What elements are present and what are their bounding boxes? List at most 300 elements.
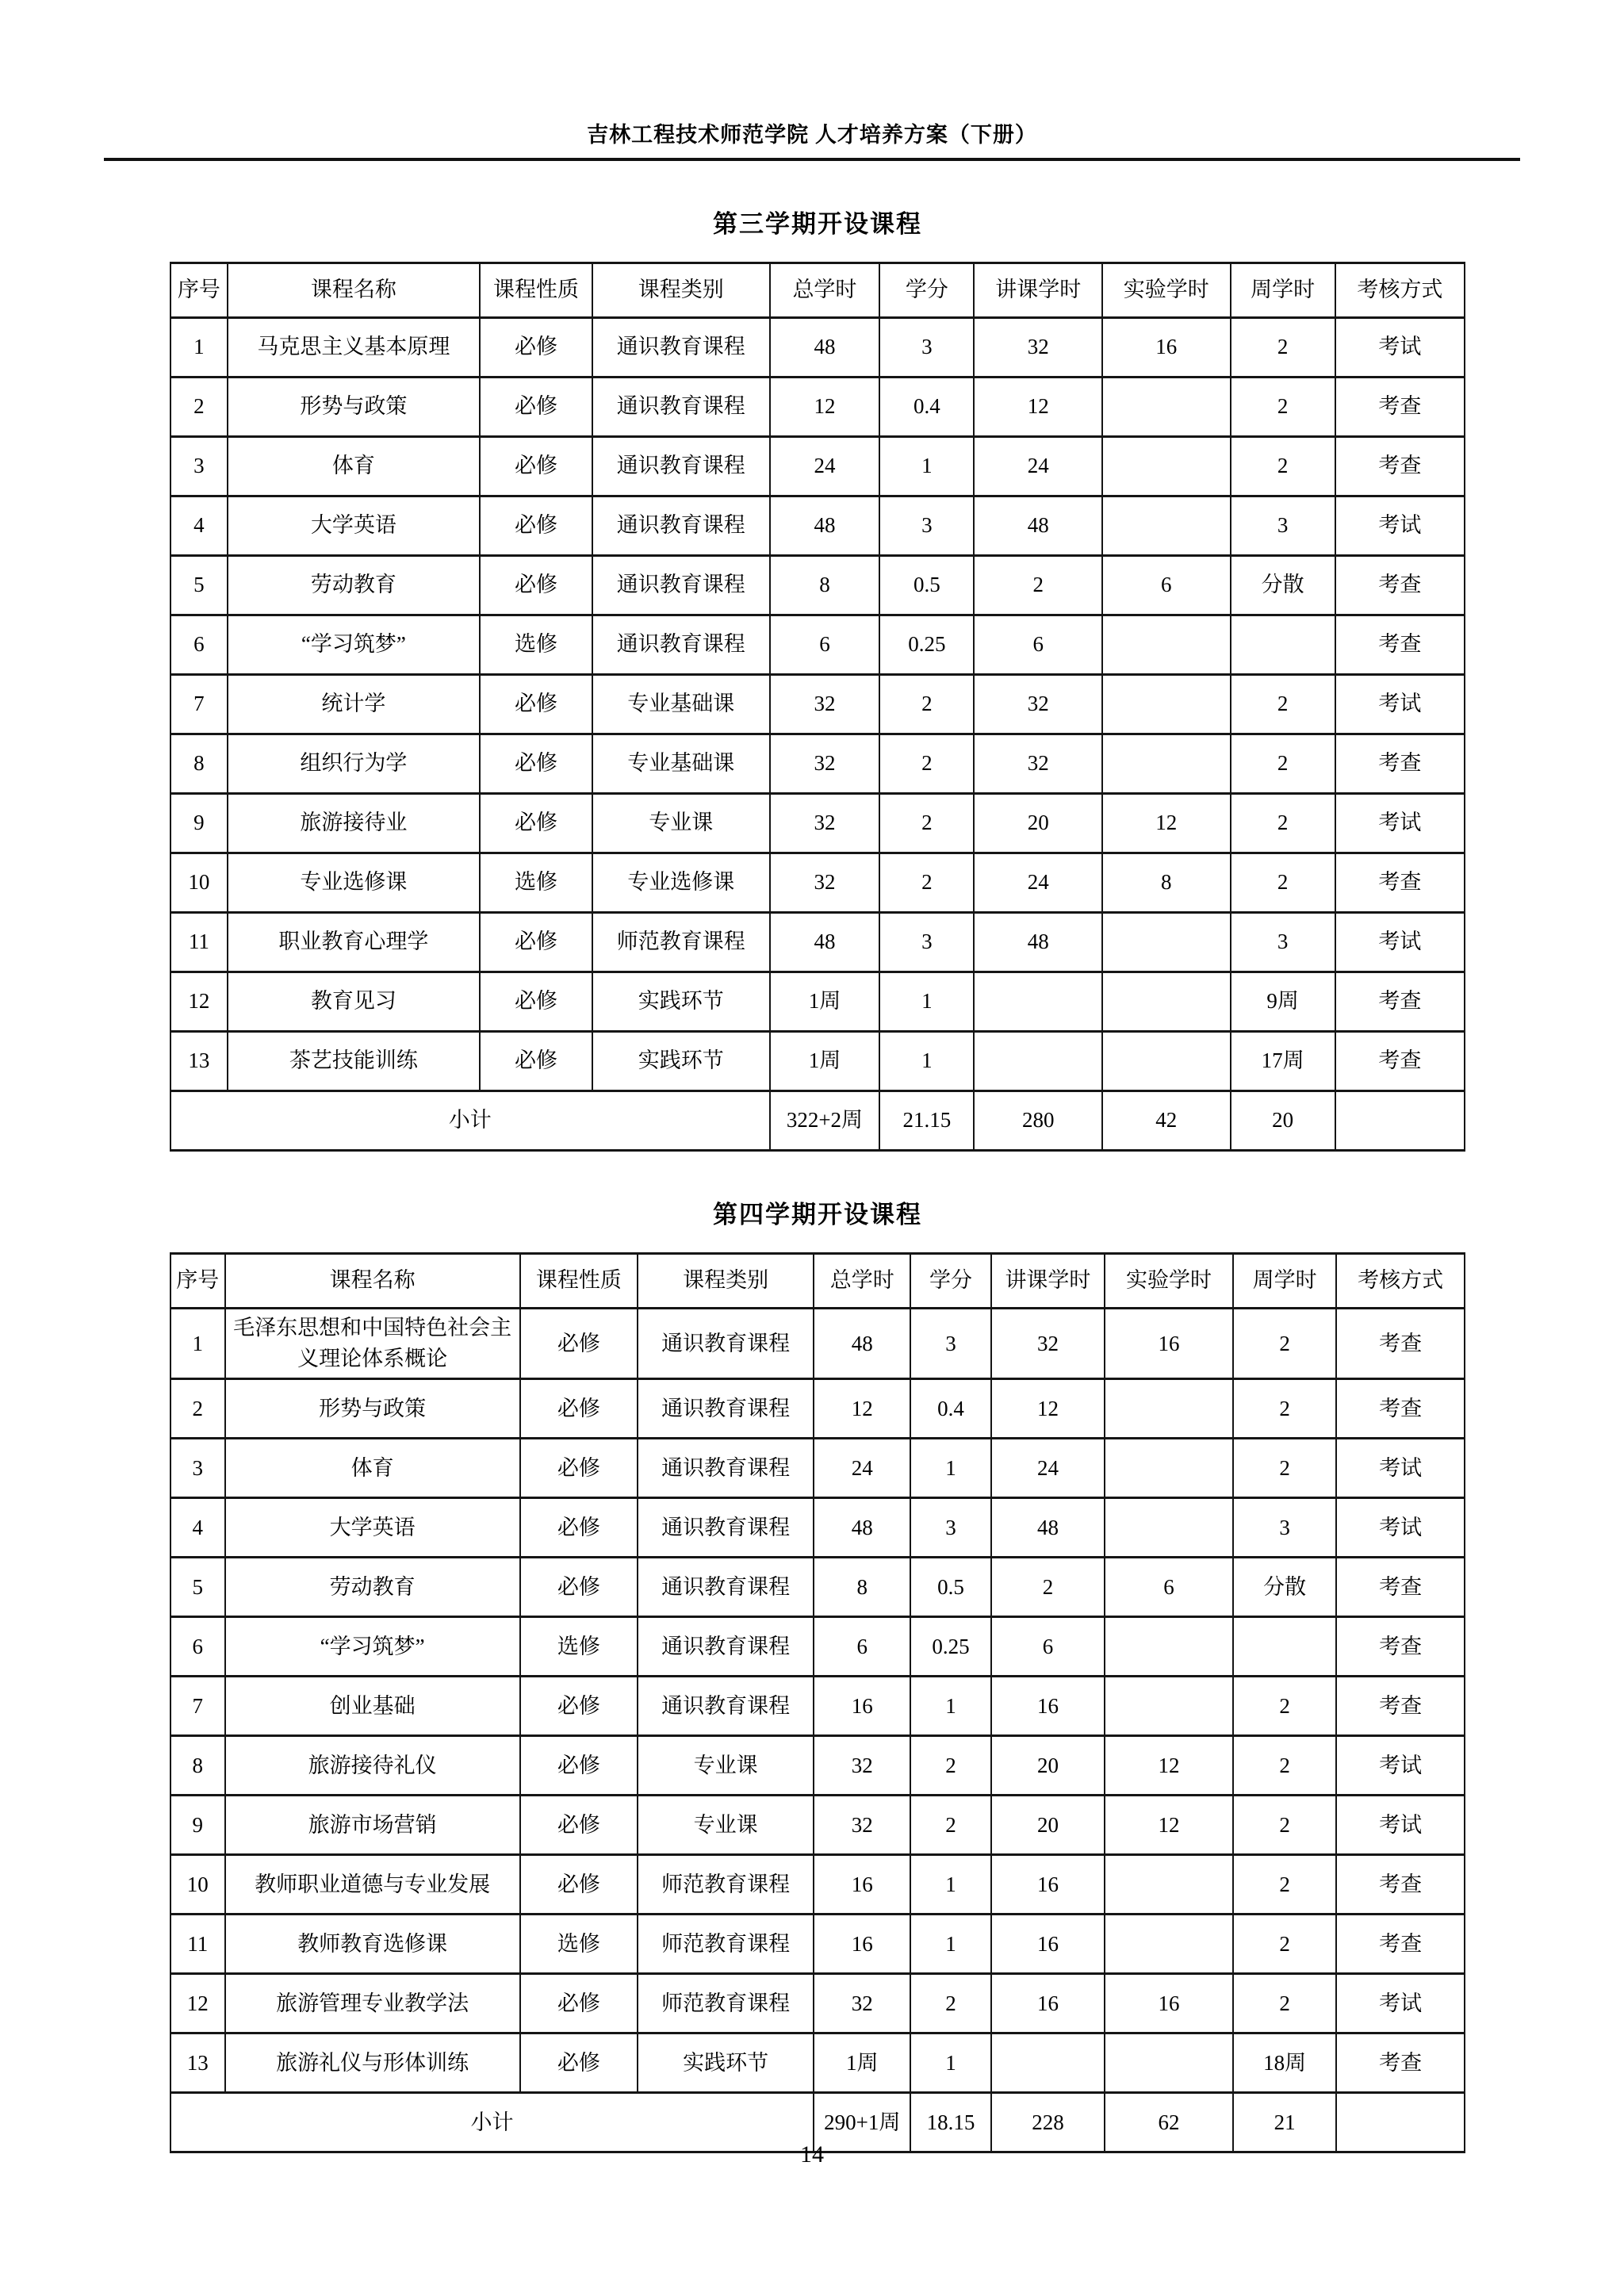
course-cell: 2 xyxy=(910,1974,990,2033)
course-cell: 3 xyxy=(1231,913,1335,972)
course-cell: 通识教育课程 xyxy=(592,437,770,496)
column-header: 讲课学时 xyxy=(974,263,1102,318)
course-cell: 4 xyxy=(170,496,228,556)
course-row xyxy=(170,2033,1465,2093)
course-cell: 32 xyxy=(814,1796,910,1855)
course-cell: 32 xyxy=(814,1974,910,2033)
course-cell: 考查 xyxy=(1335,1032,1465,1091)
course-cell: 组织行为学 xyxy=(228,734,480,794)
course-row xyxy=(170,853,1465,913)
course-cell: 1 xyxy=(910,1677,990,1736)
course-cell: 17周 xyxy=(1231,1032,1335,1091)
page-number: 14 xyxy=(800,2141,824,2168)
course-cell: 通识教育课程 xyxy=(638,1677,814,1736)
course-cell: 32 xyxy=(770,675,880,734)
course-cell: 必修 xyxy=(480,675,592,734)
subtotal-value: 21.15 xyxy=(879,1091,974,1151)
course-cell: 3 xyxy=(170,437,228,496)
subtotal-row xyxy=(170,1091,1465,1151)
course-cell: 必修 xyxy=(520,1379,638,1439)
course-cell: 茶艺技能训练 xyxy=(228,1032,480,1091)
course-cell xyxy=(1231,615,1335,675)
course-cell: 师范教育课程 xyxy=(638,1974,814,2033)
course-cell: 12 xyxy=(1105,1796,1233,1855)
course-cell: 3 xyxy=(910,1309,990,1379)
course-cell: 8 xyxy=(814,1558,910,1617)
course-cell: 12 xyxy=(814,1379,910,1439)
course-cell: 1 xyxy=(879,437,974,496)
course-row xyxy=(170,318,1465,378)
semester4-course-table xyxy=(170,1252,1465,2153)
course-cell: 旅游管理专业教学法 xyxy=(225,1974,520,2033)
course-cell: 16 xyxy=(991,1915,1105,1974)
course-cell: 实践环节 xyxy=(592,972,770,1032)
course-cell: 考查 xyxy=(1335,437,1465,496)
course-row xyxy=(170,437,1465,496)
course-cell: 必修 xyxy=(520,1855,638,1915)
course-cell: “学习筑梦” xyxy=(225,1617,520,1677)
course-cell: 2 xyxy=(1231,734,1335,794)
semester4-table-body xyxy=(170,1309,1465,2152)
course-cell: 11 xyxy=(170,1915,225,1974)
course-cell: 体育 xyxy=(228,437,480,496)
column-header: 实验学时 xyxy=(1105,1254,1233,1309)
course-cell: 3 xyxy=(879,913,974,972)
course-cell: 48 xyxy=(814,1498,910,1558)
course-cell: 1 xyxy=(910,1439,990,1498)
column-header: 序号 xyxy=(170,263,228,318)
course-row xyxy=(170,496,1465,556)
course-cell: 2 xyxy=(974,556,1102,615)
course-cell: 24 xyxy=(974,853,1102,913)
course-cell xyxy=(1233,1617,1337,1677)
course-cell: 48 xyxy=(974,913,1102,972)
course-cell: 必修 xyxy=(520,1974,638,2033)
course-cell: 通识教育课程 xyxy=(638,1498,814,1558)
course-cell: 2 xyxy=(910,1796,990,1855)
course-cell: 5 xyxy=(170,1558,225,1617)
course-cell: 16 xyxy=(1105,1309,1233,1379)
course-cell xyxy=(1105,2033,1233,2093)
course-cell: 考试 xyxy=(1335,913,1465,972)
course-cell xyxy=(1105,1855,1233,1915)
course-cell: 2 xyxy=(1231,378,1335,437)
course-cell: 通识教育课程 xyxy=(592,378,770,437)
course-cell: 必修 xyxy=(480,556,592,615)
course-cell: 5 xyxy=(170,556,228,615)
course-cell: 劳动教育 xyxy=(228,556,480,615)
course-cell: 12 xyxy=(170,972,228,1032)
subtotal-value: 280 xyxy=(974,1091,1102,1151)
course-cell: 考试 xyxy=(1336,1439,1465,1498)
course-cell: 9 xyxy=(170,1796,225,1855)
column-header: 课程性质 xyxy=(520,1254,638,1309)
course-cell: 6 xyxy=(974,615,1102,675)
course-cell: 1周 xyxy=(770,972,880,1032)
course-cell: 选修 xyxy=(480,853,592,913)
subtotal-label: 小计 xyxy=(170,1091,770,1151)
course-cell: 32 xyxy=(974,734,1102,794)
course-cell: 通识教育课程 xyxy=(592,556,770,615)
course-cell: 16 xyxy=(814,1855,910,1915)
course-cell: 1 xyxy=(170,318,228,378)
course-cell: 通识教育课程 xyxy=(638,1379,814,1439)
course-cell: 必修 xyxy=(520,1677,638,1736)
course-cell: 8 xyxy=(170,1736,225,1796)
subtotal-value xyxy=(1335,1091,1465,1151)
course-cell: 考查 xyxy=(1335,378,1465,437)
course-cell xyxy=(1105,1617,1233,1677)
course-cell: 形势与政策 xyxy=(225,1379,520,1439)
course-cell: 7 xyxy=(170,675,228,734)
course-row xyxy=(170,675,1465,734)
course-cell xyxy=(1102,378,1231,437)
course-cell: 16 xyxy=(814,1677,910,1736)
column-header: 学分 xyxy=(879,263,974,318)
header-row xyxy=(170,263,1465,318)
course-cell: 必修 xyxy=(520,1498,638,1558)
course-cell: 旅游接待业 xyxy=(228,794,480,853)
course-cell: 1 xyxy=(910,2033,990,2093)
course-row xyxy=(170,1032,1465,1091)
course-cell: 考查 xyxy=(1335,853,1465,913)
course-cell: 选修 xyxy=(480,615,592,675)
course-cell xyxy=(1102,1032,1231,1091)
course-cell: 1 xyxy=(910,1915,990,1974)
course-cell: 考试 xyxy=(1335,318,1465,378)
course-cell: 2 xyxy=(1231,437,1335,496)
course-cell: 32 xyxy=(770,734,880,794)
subtotal-label: 小计 xyxy=(170,2093,814,2152)
column-header: 周学时 xyxy=(1233,1254,1337,1309)
course-cell: 2 xyxy=(170,1379,225,1439)
course-cell: 16 xyxy=(991,1974,1105,2033)
course-cell: 考查 xyxy=(1336,1617,1465,1677)
semester4-table-title: 第四学期开设课程 xyxy=(713,1201,922,1228)
course-cell: 6 xyxy=(170,1617,225,1677)
course-cell: 16 xyxy=(1105,1974,1233,2033)
course-cell: 1周 xyxy=(814,2033,910,2093)
column-header: 课程类别 xyxy=(592,263,770,318)
course-cell: 2 xyxy=(1231,853,1335,913)
semester3-table-header xyxy=(170,263,1465,318)
course-cell: 48 xyxy=(770,913,880,972)
course-cell: 专业选修课 xyxy=(592,853,770,913)
subtotal-value: 322+2周 xyxy=(770,1091,880,1151)
course-cell: 必修 xyxy=(480,913,592,972)
course-cell: 32 xyxy=(991,1309,1105,1379)
course-row xyxy=(170,556,1465,615)
course-cell: 通识教育课程 xyxy=(638,1558,814,1617)
course-cell: 考查 xyxy=(1335,972,1465,1032)
course-cell: 考试 xyxy=(1335,496,1465,556)
course-cell: 2 xyxy=(879,734,974,794)
course-cell: 24 xyxy=(814,1439,910,1498)
course-cell: 6 xyxy=(814,1617,910,1677)
course-cell: 12 xyxy=(974,378,1102,437)
course-cell xyxy=(1105,1379,1233,1439)
column-header: 课程性质 xyxy=(480,263,592,318)
course-cell: 1 xyxy=(170,1309,225,1379)
course-cell: 48 xyxy=(814,1309,910,1379)
course-cell: 2 xyxy=(879,675,974,734)
course-cell: 必修 xyxy=(480,318,592,378)
course-cell: 0.25 xyxy=(910,1617,990,1677)
course-cell: 2 xyxy=(1233,1974,1337,2033)
course-cell: 教育见习 xyxy=(228,972,480,1032)
course-cell: 2 xyxy=(1231,794,1335,853)
course-cell: 2 xyxy=(1231,675,1335,734)
course-cell xyxy=(1105,1677,1233,1736)
course-cell: 2 xyxy=(1233,1796,1337,1855)
course-cell: 0.4 xyxy=(910,1379,990,1439)
course-cell: 统计学 xyxy=(228,675,480,734)
course-cell: 旅游市场营销 xyxy=(225,1796,520,1855)
course-cell: 12 xyxy=(991,1379,1105,1439)
course-row xyxy=(170,378,1465,437)
course-cell: 1 xyxy=(879,1032,974,1091)
course-cell: 职业教育心理学 xyxy=(228,913,480,972)
course-cell: 3 xyxy=(910,1498,990,1558)
course-cell: 必修 xyxy=(480,378,592,437)
course-cell: 专业基础课 xyxy=(592,734,770,794)
course-cell: 8 xyxy=(770,556,880,615)
course-cell: 24 xyxy=(974,437,1102,496)
course-cell: 2 xyxy=(1233,1736,1337,1796)
course-row xyxy=(170,1309,1465,1379)
course-cell: 6 xyxy=(170,615,228,675)
course-cell: 专业课 xyxy=(638,1796,814,1855)
column-header: 讲课学时 xyxy=(991,1254,1105,1309)
course-cell: 2 xyxy=(1233,1677,1337,1736)
course-cell: 考试 xyxy=(1335,675,1465,734)
course-cell: 2 xyxy=(1233,1379,1337,1439)
course-cell: 必修 xyxy=(520,1558,638,1617)
course-cell: 12 xyxy=(1105,1736,1233,1796)
column-header: 序号 xyxy=(170,1254,225,1309)
course-cell: 2 xyxy=(1231,318,1335,378)
header-row xyxy=(170,1254,1465,1309)
semester3-course-table xyxy=(170,262,1465,1152)
course-cell: 创业基础 xyxy=(225,1677,520,1736)
course-cell: 毛泽东思想和中国特色社会主义理论体系概论 xyxy=(225,1309,520,1379)
course-cell xyxy=(1102,496,1231,556)
course-cell: 必修 xyxy=(520,2033,638,2093)
course-cell: 32 xyxy=(814,1736,910,1796)
course-cell: 通识教育课程 xyxy=(592,318,770,378)
course-cell: 通识教育课程 xyxy=(592,496,770,556)
course-cell: 4 xyxy=(170,1498,225,1558)
course-cell: 大学英语 xyxy=(228,496,480,556)
course-cell: 考查 xyxy=(1336,1309,1465,1379)
course-cell: 考试 xyxy=(1336,1974,1465,2033)
course-cell xyxy=(1102,675,1231,734)
course-cell xyxy=(1102,734,1231,794)
course-cell: 考查 xyxy=(1336,1379,1465,1439)
course-cell xyxy=(1102,913,1231,972)
course-cell: 1 xyxy=(910,1855,990,1915)
course-cell: 马克思主义基本原理 xyxy=(228,318,480,378)
course-cell: 16 xyxy=(1102,318,1231,378)
course-cell: 32 xyxy=(770,853,880,913)
course-cell: 24 xyxy=(770,437,880,496)
course-cell: 12 xyxy=(770,378,880,437)
course-cell: 2 xyxy=(1233,1915,1337,1974)
course-cell: 2 xyxy=(879,853,974,913)
course-cell: 通识教育课程 xyxy=(592,615,770,675)
column-header: 实验学时 xyxy=(1102,263,1231,318)
course-cell: 考查 xyxy=(1336,1558,1465,1617)
column-header: 考核方式 xyxy=(1335,263,1465,318)
course-cell: 通识教育课程 xyxy=(638,1617,814,1677)
course-cell: 教师教育选修课 xyxy=(225,1915,520,1974)
course-cell: 3 xyxy=(879,496,974,556)
course-cell: 选修 xyxy=(520,1617,638,1677)
course-cell: 18周 xyxy=(1233,2033,1337,2093)
course-cell: 2 xyxy=(1233,1855,1337,1915)
course-cell: 考查 xyxy=(1335,734,1465,794)
course-cell: 20 xyxy=(974,794,1102,853)
course-cell: 9 xyxy=(170,794,228,853)
course-cell: “学习筑梦” xyxy=(228,615,480,675)
course-cell: 2 xyxy=(991,1558,1105,1617)
course-cell xyxy=(1102,437,1231,496)
course-cell: 大学英语 xyxy=(225,1498,520,1558)
course-cell: 师范教育课程 xyxy=(638,1915,814,1974)
course-cell: 劳动教育 xyxy=(225,1558,520,1617)
subtotal-value: 62 xyxy=(1105,2093,1233,2152)
course-cell: 6 xyxy=(1105,1558,1233,1617)
course-cell: 必修 xyxy=(520,1309,638,1379)
course-cell: 1周 xyxy=(770,1032,880,1091)
course-row xyxy=(170,1677,1465,1736)
course-row xyxy=(170,1796,1465,1855)
course-cell: 12 xyxy=(1102,794,1231,853)
course-cell: 48 xyxy=(991,1498,1105,1558)
course-cell: 10 xyxy=(170,853,228,913)
course-cell: 专业基础课 xyxy=(592,675,770,734)
course-cell: 10 xyxy=(170,1855,225,1915)
course-cell: 必修 xyxy=(480,1032,592,1091)
course-cell: 32 xyxy=(974,675,1102,734)
course-cell: 考查 xyxy=(1336,2033,1465,2093)
course-row xyxy=(170,1617,1465,1677)
subtotal-value: 228 xyxy=(991,2093,1105,2152)
course-cell: 20 xyxy=(991,1796,1105,1855)
course-cell: 12 xyxy=(170,1974,225,2033)
course-cell xyxy=(1105,1498,1233,1558)
course-cell: 必修 xyxy=(520,1439,638,1498)
course-cell: 通识教育课程 xyxy=(638,1439,814,1498)
course-cell: 6 xyxy=(1102,556,1231,615)
course-cell: 16 xyxy=(991,1855,1105,1915)
course-cell: 旅游礼仪与形体训练 xyxy=(225,2033,520,2093)
course-cell: 考查 xyxy=(1335,615,1465,675)
course-row xyxy=(170,1379,1465,1439)
course-cell xyxy=(1105,1915,1233,1974)
course-cell: 16 xyxy=(814,1915,910,1974)
course-row xyxy=(170,1558,1465,1617)
course-cell: 3 xyxy=(879,318,974,378)
course-cell: 2 xyxy=(170,378,228,437)
subtotal-value: 20 xyxy=(1231,1091,1335,1151)
course-cell: 专业选修课 xyxy=(228,853,480,913)
course-cell xyxy=(991,2033,1105,2093)
course-cell: 0.4 xyxy=(879,378,974,437)
course-row xyxy=(170,615,1465,675)
column-header: 总学时 xyxy=(770,263,880,318)
course-cell: 考查 xyxy=(1335,556,1465,615)
course-cell: 专业课 xyxy=(638,1736,814,1796)
course-cell: 3 xyxy=(1233,1498,1337,1558)
course-cell: 分散 xyxy=(1231,556,1335,615)
course-cell: 0.5 xyxy=(879,556,974,615)
semester4-table-header xyxy=(170,1254,1465,1309)
subtotal-value: 18.15 xyxy=(910,2093,990,2152)
course-cell: 必修 xyxy=(480,437,592,496)
subtotal-value: 290+1周 xyxy=(814,2093,910,2152)
column-header: 总学时 xyxy=(814,1254,910,1309)
course-cell: 0.5 xyxy=(910,1558,990,1617)
course-cell: 选修 xyxy=(520,1915,638,1974)
course-cell: 师范教育课程 xyxy=(592,913,770,972)
course-row xyxy=(170,1855,1465,1915)
course-cell: 必修 xyxy=(480,972,592,1032)
course-cell: 分散 xyxy=(1233,1558,1337,1617)
course-row xyxy=(170,734,1465,794)
course-row xyxy=(170,794,1465,853)
course-cell: 实践环节 xyxy=(592,1032,770,1091)
course-cell: 2 xyxy=(1233,1439,1337,1498)
course-cell xyxy=(1102,972,1231,1032)
course-cell: 旅游接待礼仪 xyxy=(225,1736,520,1796)
course-cell: 考试 xyxy=(1336,1498,1465,1558)
course-cell: 必修 xyxy=(480,794,592,853)
course-row xyxy=(170,1498,1465,1558)
course-cell: 考试 xyxy=(1336,1736,1465,1796)
course-cell: 师范教育课程 xyxy=(638,1855,814,1915)
course-cell: 32 xyxy=(770,794,880,853)
document-header-title: 吉林工程技术师范学院 人才培养方案（下册） xyxy=(587,123,1037,147)
course-cell: 3 xyxy=(1231,496,1335,556)
semester3-table-title: 第三学期开设课程 xyxy=(713,210,922,238)
course-cell: 必修 xyxy=(520,1796,638,1855)
course-cell xyxy=(1102,615,1231,675)
course-row xyxy=(170,1974,1465,2033)
course-cell: 8 xyxy=(1102,853,1231,913)
column-header: 课程类别 xyxy=(638,1254,814,1309)
page-content xyxy=(170,161,1465,2153)
course-cell: 2 xyxy=(879,794,974,853)
course-cell: 32 xyxy=(974,318,1102,378)
course-cell: 专业课 xyxy=(592,794,770,853)
course-cell: 48 xyxy=(770,318,880,378)
course-cell: 20 xyxy=(991,1736,1105,1796)
course-cell: 9周 xyxy=(1231,972,1335,1032)
course-cell: 必修 xyxy=(480,496,592,556)
course-cell: 8 xyxy=(170,734,228,794)
course-cell: 48 xyxy=(974,496,1102,556)
course-cell: 考试 xyxy=(1336,1796,1465,1855)
column-header: 周学时 xyxy=(1231,263,1335,318)
course-cell: 实践环节 xyxy=(638,2033,814,2093)
course-row xyxy=(170,913,1465,972)
course-cell: 必修 xyxy=(520,1736,638,1796)
course-cell xyxy=(974,972,1102,1032)
course-row xyxy=(170,1736,1465,1796)
subtotal-value: 42 xyxy=(1102,1091,1231,1151)
course-cell: 24 xyxy=(991,1439,1105,1498)
